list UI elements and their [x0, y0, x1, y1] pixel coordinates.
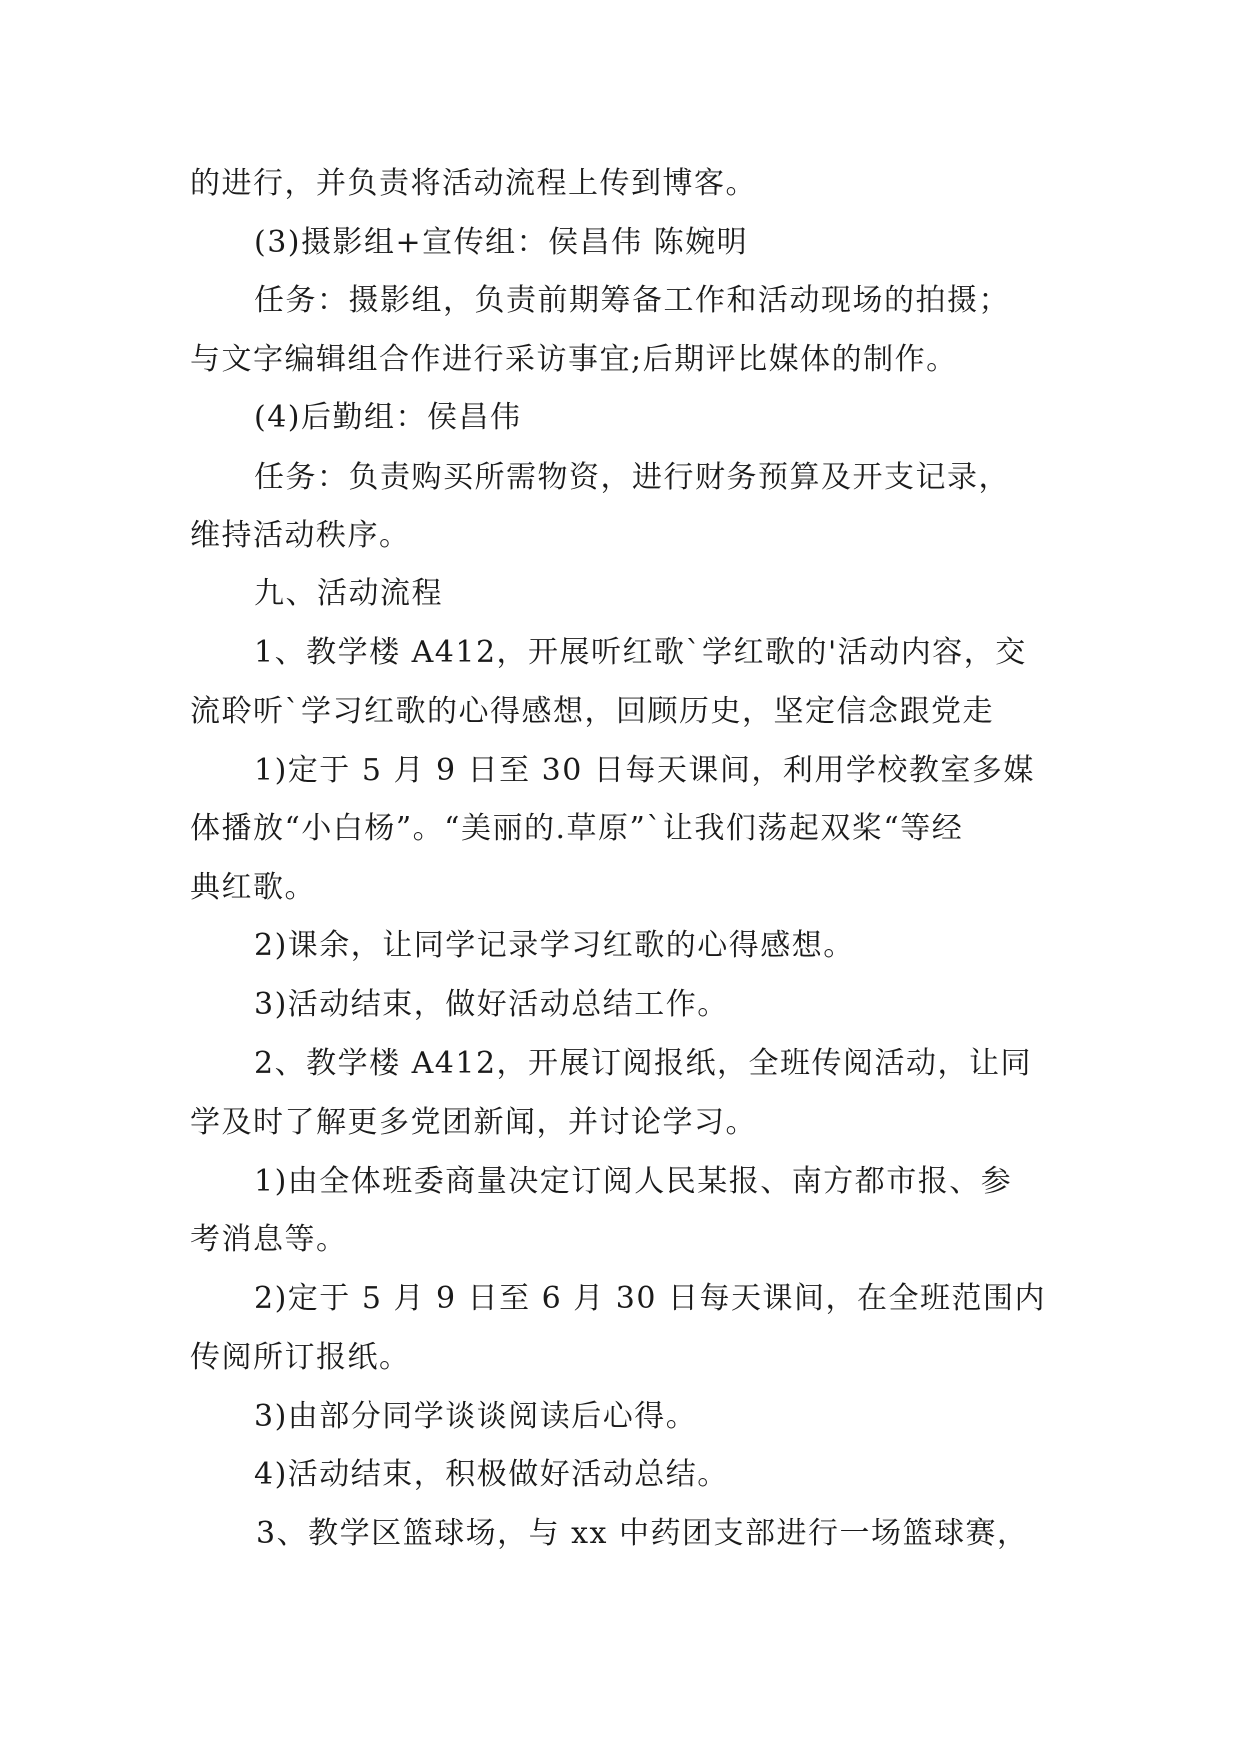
text-line: 任务：摄影组，负责前期筹备工作和活动现场的拍摄；	[254, 283, 1010, 318]
text-line: 2)课余，让同学记录学习红歌的心得感想。	[254, 928, 855, 963]
text-line: 体播放“小白杨”。“美丽的.草原”`让我们荡起双桨“等经	[190, 811, 964, 846]
text-line: 与文字编辑组合作进行采访事宜;后期评比媒体的制作。	[190, 342, 958, 377]
text-line: 3、教学区篮球场，与 xx 中药团支部进行一场篮球赛，	[256, 1516, 1029, 1551]
text-line: 任务：负责购买所需物资，进行财务预算及开支记录，	[254, 460, 1010, 495]
text-line: 传阅所订报纸。	[190, 1340, 411, 1375]
text-line: (3)摄影组+宣传组：侯昌伟 陈婉明	[254, 225, 749, 260]
text-line: 4)活动结束，积极做好活动总结。	[254, 1457, 729, 1492]
text-line: 3)活动结束，做好活动总结工作。	[254, 987, 729, 1022]
text-line: 流聆听`学习红歌的心得感想，回顾历史，坚定信念跟党走	[190, 694, 994, 729]
text-line: 2)定于 5 月 9 日至 6 月 30 日每天课间，在全班范围内	[254, 1281, 1047, 1316]
text-line: 的进行，并负责将活动流程上传到博客。	[190, 166, 757, 201]
text-line: 2、教学楼 A412，开展订阅报纸，全班传阅活动，让同	[254, 1046, 1033, 1081]
text-line: 典红歌。	[190, 870, 316, 905]
text-line: (4)后勤组：侯昌伟	[254, 400, 522, 435]
text-line: 考消息等。	[190, 1222, 348, 1257]
text-line: 1)由全体班委商量决定订阅人民某报、南方都市报、参	[254, 1164, 1013, 1199]
text-line: 1)定于 5 月 9 日至 30 日每天课间，利用学校教室多媒	[254, 753, 1035, 788]
section-heading: 九、活动流程	[254, 576, 443, 611]
text-line: 3)由部分同学谈谈阅读后心得。	[254, 1399, 698, 1434]
text-line: 1、教学楼 A412，开展听红歌`学红歌的'活动内容，交	[254, 635, 1027, 670]
text-line: 维持活动秩序。	[190, 518, 411, 553]
text-line: 学及时了解更多党团新闻，并讨论学习。	[190, 1105, 757, 1140]
